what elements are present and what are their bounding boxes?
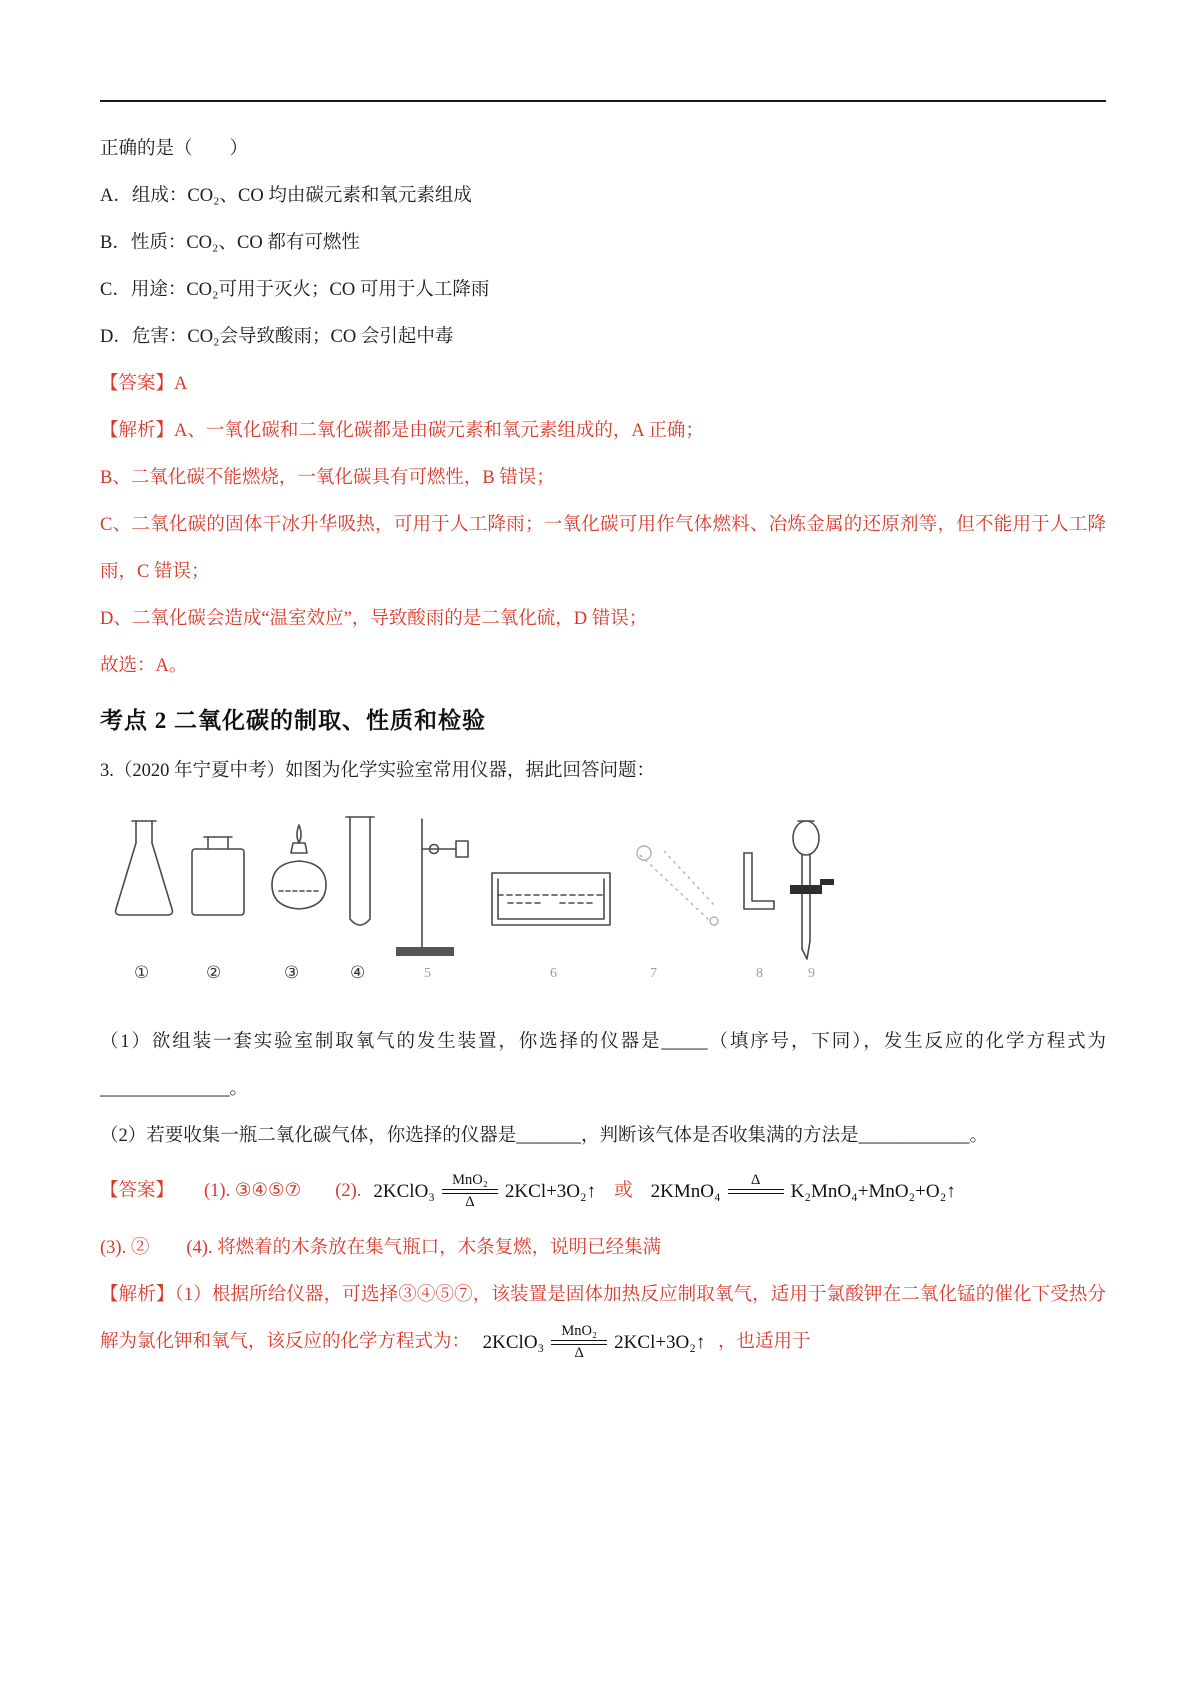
section-heading: 考点 2 二氧化碳的制取、性质和检验 [100, 708, 486, 733]
question-stem: 正确的是（ ） [100, 139, 249, 159]
figure-label-7: 7 [650, 966, 657, 981]
equation-kclo3: 2KClO₃ MnO₂ Δ 2KCl+3O₂↑ [373, 1172, 597, 1210]
analysis-1-line-a: 【解析】A、一氧化碳和二氧化碳都是由碳元素和氧元素组成的，A 正确； [100, 421, 704, 441]
iron-stand-drawing [396, 819, 468, 956]
test-tube-drawing [346, 817, 374, 925]
answer-3-line-2: (3). ② (4). 将燃着的木条放在集气瓶口，木条复燃，说明已经集满 [100, 1238, 662, 1258]
option-c: C．用途：CO₂可用于灭火；CO 可用于人工降雨 [100, 280, 490, 300]
option-d: D．危害：CO₂会导致酸雨；CO 会引起中毒 [100, 327, 454, 347]
analysis-1-line-b: B、二氧化碳不能燃烧，一氧化碳具有可燃性，B 错误； [100, 468, 555, 488]
equation-kclo3: 2KClO₃ MnO₂ Δ 2KCl+3O₂↑ [482, 1323, 706, 1362]
answer-3-line-1 [100, 1168, 1106, 1215]
figure-label-1: ① [134, 963, 150, 982]
reaction-condition: MnO₂ Δ [442, 1172, 498, 1211]
answer-label-1: 【答案】A [100, 374, 188, 394]
figure-label-3: ③ [284, 963, 300, 982]
answer-3-part-1: (1). ③④⑤⑦ [204, 1181, 302, 1201]
faint-apparatus-drawing [637, 846, 718, 925]
analysis-3-text-1: 【解析】（1）根据所给仪器，可选择③④⑤⑦，该装置是固体加热反应制取氧气，适用于氯酸钾在二氧化锰的催化下受热分解为氯化钾和氧气，该反应的化学方程式为： [100, 1285, 1106, 1352]
analysis-3 [100, 1272, 1106, 1366]
or-text: 或 [614, 1181, 633, 1201]
answer-3-label: 【答案】 [100, 1181, 175, 1201]
option-a: A．组成：CO₂、CO 均由碳元素和氧元素组成 [100, 186, 472, 206]
question-3-sub-2: （2）若要收集一瓶二氧化碳气体，你选择的仪器是_______，判断该气体是否收集满的方法是____________。 [100, 1126, 989, 1146]
question-3-intro: 3.（2020 年宁夏中考）如图为化学实验室常用仪器，据此回答问题： [100, 761, 656, 781]
analysis-3-text-2: ，也适用于 [718, 1332, 811, 1352]
lab-equipment-figure [104, 811, 884, 1009]
bent-tube-drawing [744, 853, 774, 909]
figure-label-4: ④ [350, 963, 366, 982]
figure-label-6: 6 [550, 966, 557, 981]
water-trough-drawing [492, 873, 610, 925]
figure-label-9: 9 [808, 966, 815, 981]
figure-label-5: 5 [424, 966, 431, 981]
analysis-1-line-d: D、二氧化碳会造成“温室效应”，导致酸雨的是二氧化硫，D 错误； [100, 609, 648, 629]
alcohol-lamp-drawing [272, 825, 326, 909]
figure-label-8: 8 [756, 966, 763, 981]
answer-3-part-2-label: (2). [335, 1181, 362, 1201]
erlenmeyer-flask-drawing [116, 821, 173, 915]
analysis-1-conclusion: 故选：A。 [100, 656, 188, 676]
figure-label-2: ② [206, 963, 222, 982]
header-rule [100, 100, 1106, 102]
option-b: B．性质：CO₂、CO 都有可燃性 [100, 233, 360, 253]
question-3-sub-1: （1）欲组装一套实验室制取氧气的发生装置，你选择的仪器是_____（填序号，下同），发生反应的化学方程式为______________。 [100, 1032, 1106, 1099]
reaction-condition: Δ [728, 1172, 784, 1211]
separating-funnel-drawing [790, 821, 834, 959]
equation-kmno4: 2KMnO₄ Δ K₂MnO₄+MnO₂+O₂↑ [649, 1168, 958, 1215]
analysis-1-line-c: C、二氧化碳的固体干冰升华吸热，可用于人工降雨；一氧化碳可用作气体燃料、冶炼金属的还原剂等，但不能用于人工降雨，C 错误； [100, 515, 1106, 582]
gas-bottle-drawing [192, 837, 244, 915]
lab-equipment-drawing [104, 811, 844, 961]
double-line [728, 1189, 784, 1194]
reaction-condition: MnO₂ Δ [551, 1323, 607, 1362]
